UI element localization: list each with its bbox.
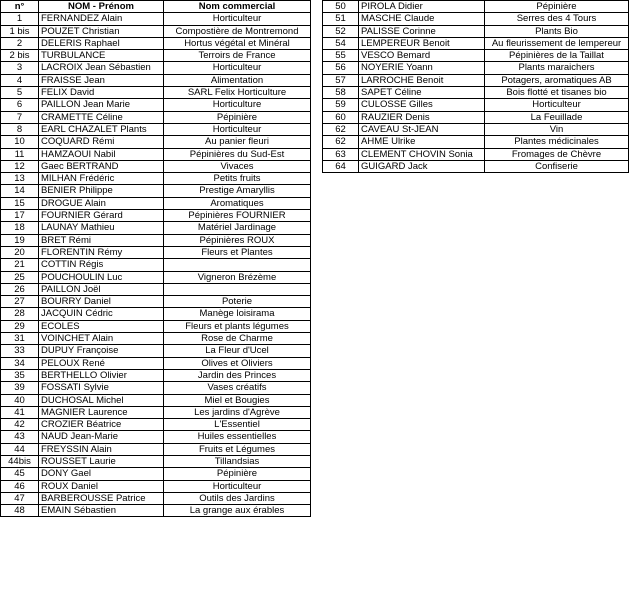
exhibitor-name: FRAISSE Jean [39, 74, 164, 86]
row-number: 56 [323, 62, 359, 74]
row-number: 35 [1, 369, 39, 381]
commercial-name [164, 259, 311, 271]
table-row [1, 283, 311, 295]
row-number: 43 [1, 431, 39, 443]
header-num: n° [1, 1, 39, 13]
table-row [1, 357, 311, 369]
exhibitor-name: DUCHOSAL Michel [39, 394, 164, 406]
row-number: 60 [323, 111, 359, 123]
commercial-name: Fleurs et Plantes [164, 246, 311, 258]
table-row [1, 197, 311, 209]
table-row [1, 406, 311, 418]
table-row [323, 87, 629, 99]
commercial-name: Horticulteur [485, 99, 629, 111]
exhibitor-name: VESCO Bemard [359, 50, 485, 62]
table-row [323, 1, 629, 13]
commercial-name: Plants Bio [485, 25, 629, 37]
exhibitor-name: FLORENTIN Rémy [39, 246, 164, 258]
row-number: 33 [1, 345, 39, 357]
table-row [1, 246, 311, 258]
commercial-name: La grange aux érables [164, 505, 311, 517]
exhibitor-name: TURBULANCE [39, 50, 164, 62]
commercial-name: Terroirs de France [164, 50, 311, 62]
exhibitor-name: VOINCHET Alain [39, 333, 164, 345]
row-number: 3 [1, 62, 39, 74]
exhibitor-name: EARL CHAZALET Plants [39, 123, 164, 135]
table-row [323, 37, 629, 49]
row-number: 19 [1, 234, 39, 246]
commercial-name: Hortus végétal et Minéral [164, 37, 311, 49]
row-number: 31 [1, 333, 39, 345]
commercial-name: Bois flotté et tisanes bio [485, 87, 629, 99]
table-row [1, 320, 311, 332]
table-row [323, 111, 629, 123]
table-row [1, 87, 311, 99]
commercial-name: Pépinières de la Taillat [485, 50, 629, 62]
table-row [1, 296, 311, 308]
table-row [1, 455, 311, 467]
table-row [1, 148, 311, 160]
commercial-name: SARL Felix Horticulture [164, 87, 311, 99]
exhibitor-name: NOYERIE Yoann [359, 62, 485, 74]
exhibitor-name: DROGUE Alain [39, 197, 164, 209]
row-number: 40 [1, 394, 39, 406]
row-number: 39 [1, 382, 39, 394]
commercial-name: Rose de Charme [164, 333, 311, 345]
commercial-name: Pépinière [164, 468, 311, 480]
table-row [1, 136, 311, 148]
table-row [1, 111, 311, 123]
row-number: 2 [1, 37, 39, 49]
row-number: 46 [1, 480, 39, 492]
commercial-name: Au panier fleuri [164, 136, 311, 148]
commercial-name: Olives et Oliviers [164, 357, 311, 369]
row-number: 11 [1, 148, 39, 160]
exhibitor-name: BOURRY Daniel [39, 296, 164, 308]
exhibitor-name: ROUX Daniel [39, 480, 164, 492]
exhibitor-name: Gaec BERTRAND [39, 160, 164, 172]
commercial-name: Jardin des Princes [164, 369, 311, 381]
row-number: 63 [323, 148, 359, 160]
exhibitor-name: MASCHE Claude [359, 13, 485, 25]
exhibitor-name: LACROIX Jean Sébastien [39, 62, 164, 74]
commercial-name: Horticulteur [164, 123, 311, 135]
row-number: 21 [1, 259, 39, 271]
exhibitor-name: CAVEAU St-JEAN [359, 123, 485, 135]
exhibitor-name: COTTIN Régis [39, 259, 164, 271]
commercial-name: Vases créatifs [164, 382, 311, 394]
table-row [1, 431, 311, 443]
commercial-name: Horticulteur [164, 480, 311, 492]
exhibitor-name: LARROCHE Benoit [359, 74, 485, 86]
exhibitor-name: ECOLES [39, 320, 164, 332]
exhibitor-name: FOURNIER Gérard [39, 210, 164, 222]
row-number: 51 [323, 13, 359, 25]
exhibitor-name: POUCHOULIN Luc [39, 271, 164, 283]
table-row [1, 492, 311, 504]
commercial-name: Fromages de Chèvre [485, 148, 629, 160]
header-commercial: Nom commercial [164, 1, 311, 13]
exhibitor-name: COQUARD Rémi [39, 136, 164, 148]
exhibitor-name: PELOUX René [39, 357, 164, 369]
table-row [323, 25, 629, 37]
row-number: 17 [1, 210, 39, 222]
table-row [1, 394, 311, 406]
exhibitor-name: PIROLA Didier [359, 1, 485, 13]
exhibitor-table-left [0, 0, 311, 517]
exhibitor-name: AHME Ulrike [359, 136, 485, 148]
table-row [1, 25, 311, 37]
commercial-name: Matériel Jardinage [164, 222, 311, 234]
commercial-name: Vigneron Brézème [164, 271, 311, 283]
commercial-name: Vin [485, 123, 629, 135]
table-row [323, 74, 629, 86]
table-row [323, 148, 629, 160]
commercial-name: La Fleur d'Ucel [164, 345, 311, 357]
row-number: 6 [1, 99, 39, 111]
exhibitor-name: DONY Gael [39, 468, 164, 480]
commercial-name: Plants maraichers [485, 62, 629, 74]
header-name: NOM - Prénom [39, 1, 164, 13]
exhibitor-name: BRET Rémi [39, 234, 164, 246]
commercial-name: Prestige Amaryllis [164, 185, 311, 197]
row-number: 62 [323, 136, 359, 148]
table-row [1, 369, 311, 381]
commercial-name: Plantes médicinales [485, 136, 629, 148]
row-number: 2 bis [1, 50, 39, 62]
exhibitor-name: CRAMETTE Céline [39, 111, 164, 123]
row-number: 47 [1, 492, 39, 504]
table-row [1, 345, 311, 357]
row-number: 26 [1, 283, 39, 295]
row-number: 5 [1, 87, 39, 99]
commercial-name: Tillandsias [164, 455, 311, 467]
row-number: 12 [1, 160, 39, 172]
row-number: 64 [323, 160, 359, 172]
row-number: 54 [323, 37, 359, 49]
exhibitor-name: SAPET Céline [359, 87, 485, 99]
exhibitor-name: NAUD Jean-Marie [39, 431, 164, 443]
commercial-name: La Feuillade [485, 111, 629, 123]
exhibitor-name: BERTHELLO Olivier [39, 369, 164, 381]
table-row [323, 13, 629, 25]
row-number: 34 [1, 357, 39, 369]
commercial-name: Miel et Bougies [164, 394, 311, 406]
table-row [1, 74, 311, 86]
row-number: 1 bis [1, 25, 39, 37]
table-row [1, 123, 311, 135]
row-number: 59 [323, 99, 359, 111]
table-row [1, 259, 311, 271]
exhibitor-name: EMAIN Sébastien [39, 505, 164, 517]
table-row [1, 222, 311, 234]
commercial-name: Au fleurissement de lempereur [485, 37, 629, 49]
row-number: 44bis [1, 455, 39, 467]
commercial-name: Outils des Jardins [164, 492, 311, 504]
exhibitor-name: LAUNAY Mathieu [39, 222, 164, 234]
exhibitor-name: DUPUY Françoise [39, 345, 164, 357]
commercial-name: Pépinières FOURNIER [164, 210, 311, 222]
exhibitor-name: ROUSSET Laurie [39, 455, 164, 467]
commercial-name: Horticulteur [164, 62, 311, 74]
exhibitor-name: MILHAN Frédéric [39, 173, 164, 185]
commercial-name: Aromatiques [164, 197, 311, 209]
row-number: 1 [1, 13, 39, 25]
commercial-name: Alimentation [164, 74, 311, 86]
row-number: 41 [1, 406, 39, 418]
row-number: 27 [1, 296, 39, 308]
exhibitor-name: FELIX David [39, 87, 164, 99]
table-row [1, 443, 311, 455]
exhibitor-name: FOSSATI Sylvie [39, 382, 164, 394]
commercial-name: Serres des 4 Tours [485, 13, 629, 25]
commercial-name: Fleurs et plants légumes [164, 320, 311, 332]
table-row [1, 173, 311, 185]
commercial-name: Horticulteur [164, 13, 311, 25]
row-number: 13 [1, 173, 39, 185]
exhibitor-name: FREYSSIN Alain [39, 443, 164, 455]
exhibitor-name: PAILLON Jean Marie [39, 99, 164, 111]
commercial-name: Pépinière [164, 111, 311, 123]
row-number: 48 [1, 505, 39, 517]
exhibitor-name: HAMZAOUI Nabil [39, 148, 164, 160]
row-number: 29 [1, 320, 39, 332]
row-number: 28 [1, 308, 39, 320]
table-row [1, 62, 311, 74]
exhibitor-name: RAUZIER Denis [359, 111, 485, 123]
exhibitor-name: CROZIER Béatrice [39, 419, 164, 431]
commercial-name: Vivaces [164, 160, 311, 172]
table-row [1, 210, 311, 222]
table-row [1, 234, 311, 246]
exhibitor-name: LEMPEREUR Benoit [359, 37, 485, 49]
commercial-name: Potagers, aromatiques AB [485, 74, 629, 86]
row-number: 50 [323, 1, 359, 13]
exhibitor-name: DELERIS Raphael [39, 37, 164, 49]
commercial-name: Huiles essentielles [164, 431, 311, 443]
row-number: 18 [1, 222, 39, 234]
row-number: 14 [1, 185, 39, 197]
commercial-name [164, 283, 311, 295]
table-row [1, 13, 311, 25]
commercial-name: Fruits et Légumes [164, 443, 311, 455]
commercial-name: Pépinière [485, 1, 629, 13]
table-row [1, 271, 311, 283]
commercial-name: Horticulture [164, 99, 311, 111]
commercial-name: Confiserie [485, 160, 629, 172]
exhibitor-name: PAILLON Joël [39, 283, 164, 295]
table-row [1, 333, 311, 345]
commercial-name: Les jardins d'Agrève [164, 406, 311, 418]
table-row [323, 50, 629, 62]
commercial-name: Compostière de Montremond [164, 25, 311, 37]
commercial-name: Poterie [164, 296, 311, 308]
row-number: 15 [1, 197, 39, 209]
table-row [1, 50, 311, 62]
commercial-name: Manège loisirama [164, 308, 311, 320]
exhibitor-name: CULOSSE Gilles [359, 99, 485, 111]
table-row [1, 382, 311, 394]
row-number: 4 [1, 74, 39, 86]
exhibitor-name: CLEMENT CHOVIN Sonia [359, 148, 485, 160]
row-number: 7 [1, 111, 39, 123]
row-number: 10 [1, 136, 39, 148]
exhibitor-name: GUIGARD Jack [359, 160, 485, 172]
exhibitor-name: POUZET Christian [39, 25, 164, 37]
row-number: 25 [1, 271, 39, 283]
commercial-name: Petits fruits [164, 173, 311, 185]
table-header-row [1, 1, 311, 13]
row-number: 20 [1, 246, 39, 258]
row-number: 52 [323, 25, 359, 37]
row-number: 62 [323, 123, 359, 135]
row-number: 8 [1, 123, 39, 135]
row-number: 58 [323, 87, 359, 99]
table-row [1, 308, 311, 320]
table-row [1, 99, 311, 111]
row-number: 45 [1, 468, 39, 480]
table-row [1, 160, 311, 172]
exhibitor-name: JACQUIN Cédric [39, 308, 164, 320]
table-row [323, 62, 629, 74]
commercial-name: Pépinières du Sud-Est [164, 148, 311, 160]
table-row [1, 37, 311, 49]
exhibitor-name: BARBEROUSSE Patrice [39, 492, 164, 504]
table-row [1, 505, 311, 517]
table-row [323, 123, 629, 135]
table-row [323, 160, 629, 172]
exhibitor-name: BENIER Philippe [39, 185, 164, 197]
commercial-name: Pépinières ROUX [164, 234, 311, 246]
exhibitor-table-right [322, 0, 629, 173]
exhibitor-name: FERNANDEZ Alain [39, 13, 164, 25]
commercial-name: L'Essentiel [164, 419, 311, 431]
row-number: 44 [1, 443, 39, 455]
row-number: 57 [323, 74, 359, 86]
table-row [1, 480, 311, 492]
table-row [323, 99, 629, 111]
table-row [323, 136, 629, 148]
exhibitor-name: PALISSE Corinne [359, 25, 485, 37]
row-number: 42 [1, 419, 39, 431]
table-row [1, 468, 311, 480]
exhibitor-name: MAGNIER Laurence [39, 406, 164, 418]
table-row [1, 419, 311, 431]
table-row [1, 185, 311, 197]
row-number: 55 [323, 50, 359, 62]
